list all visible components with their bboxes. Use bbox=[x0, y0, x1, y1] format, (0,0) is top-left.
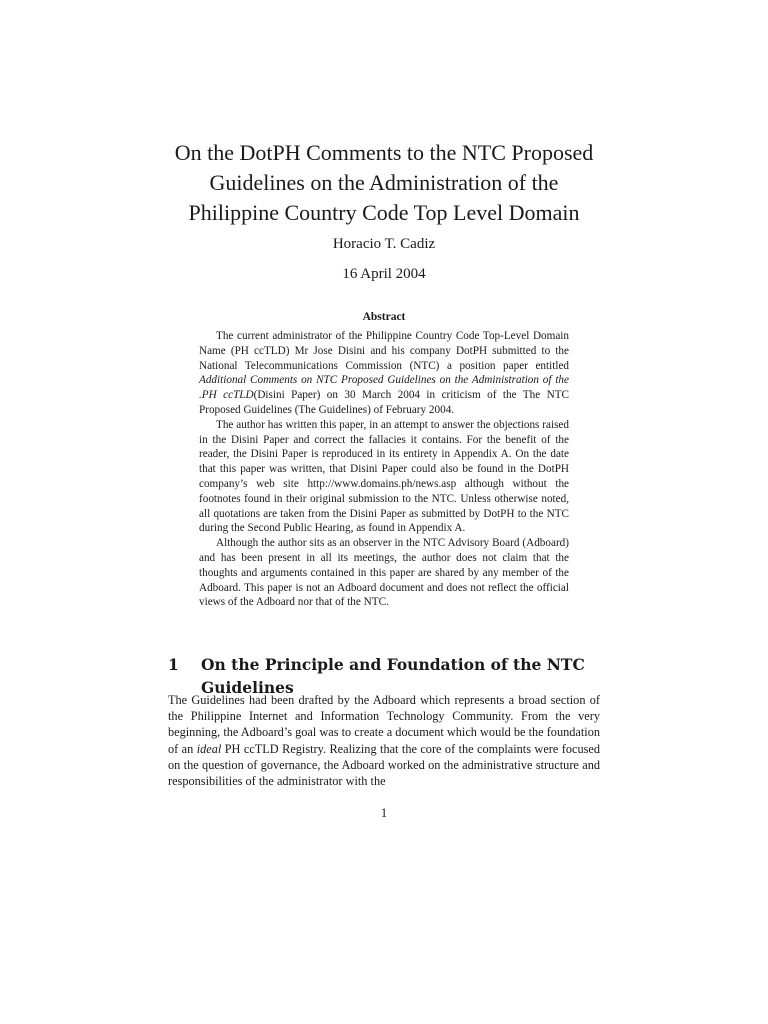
section-body-paragraph bbox=[168, 692, 600, 789]
abstract-paragraph-2: The author has written this paper, in an attempt to answer the objections raised in the Disini Paper and correct the fallacies it contains. For the benefit of the reader, the Disini Paper is reproduced in its entirety in Appendix A. On the date that this paper was written, that Disini Paper could also be found in the DotPH company’s web site http://www.domains.ph/news.asp although without the footnotes found in their original submission to the NTC. Unless otherwise noted, all quotations are taken from the Disini Paper as submitted by DotPH to the NTC during the Second Public Hearing, as found in Appendix A. bbox=[199, 418, 569, 535]
publication-date: 16 April 2004 bbox=[342, 266, 426, 282]
abstract-body bbox=[199, 329, 569, 610]
author-name: Horacio T. Cadiz bbox=[332, 236, 436, 252]
abstract-p1-paper-title: Additional Comments on NTC Proposed Guidelines on the Administration of the .PH ccTLD bbox=[199, 374, 569, 402]
paper-title bbox=[120, 138, 648, 228]
abstract-paragraph-3: Although the author sits as an observer in the NTC Advisory Board (Adboard) and has been present in all its meetings, the author does not claim that the thoughts and arguments contained in this paper are shared by any member of the Adboard. This paper is not an Adboard document and does not reflect the official views of the Adboard nor that of the NTC. bbox=[199, 537, 569, 609]
title-line-1: On the DotPH Comments to the NTC Proposed bbox=[174, 140, 594, 165]
abstract-paragraph-1 bbox=[199, 329, 569, 418]
title-line-2: Guidelines on the Administration of the bbox=[209, 170, 559, 195]
title-line-3: Philippine Country Code Top Level Domain bbox=[188, 200, 580, 225]
abstract-p1-text-end: (Disini Paper) on 30 March 2004 in criticism of the The NTC Proposed Guidelines (The Guidelines) of February 2004. bbox=[199, 389, 570, 416]
section-number: 1 bbox=[168, 654, 179, 674]
section-title: On the Principle and Foundation of the NTC Guidelines bbox=[201, 654, 585, 697]
section-body-emphasis: ideal bbox=[196, 741, 222, 756]
abstract-heading: Abstract bbox=[362, 311, 406, 323]
section-body-text-end: PH ccTLD Registry. Realizing that the core of the complaints were focused on the question of governance, the Adboard worked on the administrative structure and responsibilities of the administrator with the bbox=[168, 741, 600, 789]
abstract-p1-text: The current administrator of the Philippine Country Code Top-Level Domain Name (PH ccTLD) Mr Jose Disini and his company DotPH submitted to the National Telecommunications Commission (NTC) a position paper entitled bbox=[199, 330, 569, 372]
section-body-text: The Guidelines had been drafted by the Adboard which represents a broad section of the Philippine Internet and Information Technology Community. From the very beginning, the Adboard’s goal was to create a document which would be the foundation of an bbox=[168, 693, 600, 756]
page-number: 1 bbox=[380, 806, 388, 820]
